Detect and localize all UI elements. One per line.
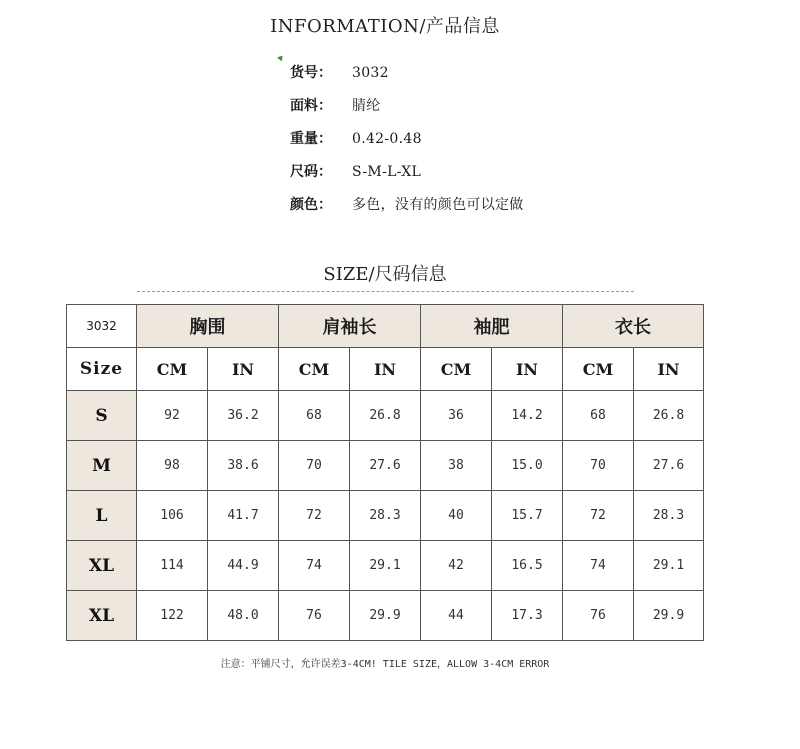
table-cell: 17.3 xyxy=(492,591,563,641)
table-cell: 74 xyxy=(279,541,350,591)
table-cell: 26.8 xyxy=(634,391,704,441)
table-cell: 48.0 xyxy=(208,591,279,641)
info-label: 颜色： xyxy=(290,197,332,213)
unit-header: CM xyxy=(279,348,350,391)
table-cell: 72 xyxy=(563,491,634,541)
table-cell: 76 xyxy=(279,591,350,641)
size-title: SIZE/尺码信息 xyxy=(323,264,447,285)
table-cell: 41.7 xyxy=(208,491,279,541)
unit-header: CM xyxy=(421,348,492,391)
table-cell: 27.6 xyxy=(350,441,421,491)
table-cell: 15.7 xyxy=(492,491,563,541)
info-row-color xyxy=(290,194,524,227)
dashed-divider xyxy=(137,291,634,292)
table-unit-header-row xyxy=(67,348,704,391)
table-cell: 68 xyxy=(279,391,350,441)
table-cell: 44.9 xyxy=(208,541,279,591)
size-label: M xyxy=(67,441,137,491)
table-cell: 29.1 xyxy=(634,541,704,591)
table-row xyxy=(67,441,704,491)
group-header-shoulder-sleeve: 肩袖长 xyxy=(279,305,421,348)
table-cell: 70 xyxy=(279,441,350,491)
group-header-chest: 胸围 xyxy=(137,305,279,348)
info-row-weight xyxy=(290,128,524,161)
size-label: L xyxy=(67,491,137,541)
info-label: 尺码： xyxy=(290,164,332,180)
info-label: 面料： xyxy=(290,98,332,114)
table-cell: 26.8 xyxy=(350,391,421,441)
table-cell: 27.6 xyxy=(634,441,704,491)
table-row xyxy=(67,391,704,441)
unit-header: IN xyxy=(350,348,421,391)
info-value: 腈纶 xyxy=(352,98,381,114)
info-title: INFORMATION/产品信息 xyxy=(270,16,500,37)
size-table xyxy=(66,304,704,641)
size-note: 注意：平铺尺寸，允许误差3-4CM! TILE SIZE，ALLOW 3-4CM ERROR xyxy=(220,659,550,670)
green-tick-mark xyxy=(277,54,285,62)
table-cell: 40 xyxy=(421,491,492,541)
table-group-header-row xyxy=(67,305,704,348)
info-value: 0.42-0.48 xyxy=(352,131,422,147)
table-corner-code: 3032 xyxy=(67,305,137,348)
table-cell: 42 xyxy=(421,541,492,591)
info-list xyxy=(290,62,524,227)
table-cell: 72 xyxy=(279,491,350,541)
table-cell: 114 xyxy=(137,541,208,591)
size-label: XL xyxy=(67,591,137,641)
unit-header: IN xyxy=(634,348,704,391)
table-cell: 29.9 xyxy=(350,591,421,641)
unit-header: IN xyxy=(208,348,279,391)
table-cell: 29.1 xyxy=(350,541,421,591)
info-value: S-M-L-XL xyxy=(352,164,422,180)
table-cell: 68 xyxy=(563,391,634,441)
info-row-fabric xyxy=(290,95,524,128)
unit-header: IN xyxy=(492,348,563,391)
info-value: 3032 xyxy=(352,65,389,81)
info-label: 重量： xyxy=(290,131,332,147)
info-value: 多色，没有的颜色可以定做 xyxy=(352,197,524,213)
unit-header: CM xyxy=(563,348,634,391)
table-cell: 44 xyxy=(421,591,492,641)
table-cell: 16.5 xyxy=(492,541,563,591)
table-cell: 74 xyxy=(563,541,634,591)
table-cell: 29.9 xyxy=(634,591,704,641)
table-cell: 28.3 xyxy=(350,491,421,541)
table-cell: 36 xyxy=(421,391,492,441)
size-label: S xyxy=(67,391,137,441)
table-cell: 14.2 xyxy=(492,391,563,441)
group-header-length: 衣长 xyxy=(563,305,704,348)
table-cell: 28.3 xyxy=(634,491,704,541)
info-row-item-number xyxy=(290,62,524,95)
table-cell: 76 xyxy=(563,591,634,641)
table-cell: 70 xyxy=(563,441,634,491)
table-cell: 92 xyxy=(137,391,208,441)
table-cell: 122 xyxy=(137,591,208,641)
group-header-sleeve-width: 袖肥 xyxy=(421,305,563,348)
table-row xyxy=(67,491,704,541)
info-row-sizes xyxy=(290,161,524,194)
size-column-header: Size xyxy=(67,348,137,391)
table-cell: 106 xyxy=(137,491,208,541)
size-label: XL xyxy=(67,541,137,591)
table-cell: 38 xyxy=(421,441,492,491)
table-cell: 36.2 xyxy=(208,391,279,441)
table-row xyxy=(67,591,704,641)
table-cell: 15.0 xyxy=(492,441,563,491)
table-cell: 38.6 xyxy=(208,441,279,491)
table-cell: 98 xyxy=(137,441,208,491)
info-label: 货号： xyxy=(290,65,332,81)
table-row xyxy=(67,541,704,591)
unit-header: CM xyxy=(137,348,208,391)
